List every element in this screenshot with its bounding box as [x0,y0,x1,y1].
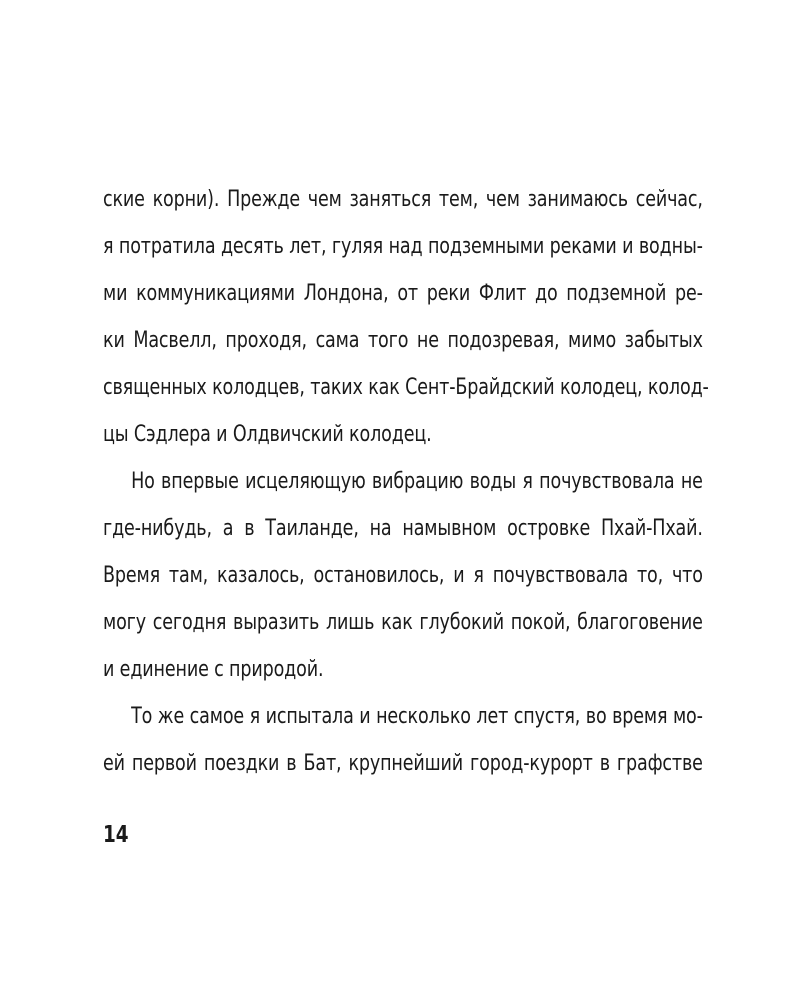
text-line: То же самое я испытала и несколько лет спустя, во время мо- [131,703,703,729]
text-line: я потратила десять лет, гуляя над подземными реками и водны- [103,233,703,259]
text-line: цы Сэдлера и Олдвичский колодец. [103,421,432,447]
text-line: Но впервые исцеляющую вибрацию воды я почувствовала не [131,468,703,494]
text-line: ей первой поездки в Бат, крупнейший город-курорт в графстве [103,750,703,776]
page-body [103,176,709,787]
text-line: могу сегодня выразить лишь как глубокий покой, благоговение [103,609,703,635]
text-line: ми коммуникациями Лондона, от реки Флит до подземной ре- [103,280,703,306]
text-line: где-нибудь, а в Таиланде, на намывном островке Пхай-Пхай. [103,515,703,541]
text-line: и единение с природой. [103,656,324,682]
page-number: 14 [103,822,129,848]
text-line: ские корни). Прежде чем заняться тем, чем занимаюсь сейчас, [103,186,703,212]
text-line: Время там, казалось, остановилось, и я почувствовала то, что [103,562,703,588]
text-line: ки Масвелл, проходя, сама того не подозревая, мимо забытых [103,327,703,353]
text-line: священных колодцев, таких как Сент-Брайдский колодец, колод- [103,374,709,400]
